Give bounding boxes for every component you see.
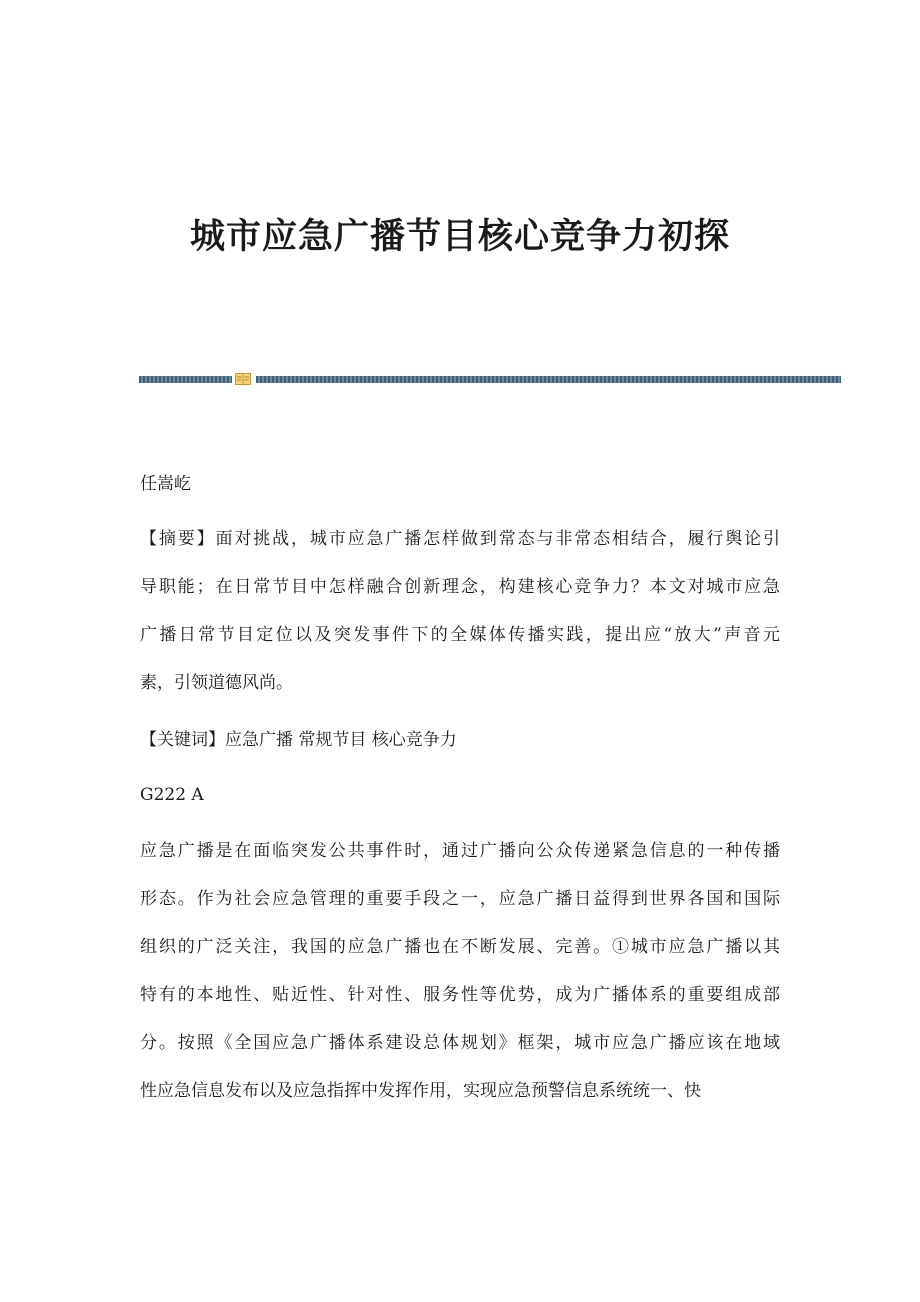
- body-line: 形态。作为社会应急管理的重要手段之一，应急广播日益得到世界各国和国际: [140, 889, 780, 909]
- abstract-line: 导职能；在日常节目中怎样融合创新理念，构建核心竞争力？本文对城市应急: [140, 577, 780, 597]
- body-line: 分。按照《全国应急广播体系建设总体规划》框架，城市应急广播应该在地域: [140, 1033, 780, 1053]
- body-line: 组织的广泛关注，我国的应急广播也在不断发展、完善。①城市应急广播以其: [140, 937, 780, 957]
- author: 任嵩屹: [140, 474, 191, 494]
- abstract-line: 【摘要】面对挑战，城市应急广播怎样做到常态与非常态相结合，履行舆论引: [140, 529, 780, 549]
- book-emblem-icon: [235, 373, 251, 385]
- document-title: 城市应急广播节目核心竞争力初探: [189, 216, 730, 257]
- classification-code: G222 A: [140, 785, 204, 805]
- keywords: 【关键词】应急广播 常规节目 核心竞争力: [140, 730, 457, 750]
- abstract-line: 素，引领道德风尚。: [140, 673, 293, 693]
- body-paragraph: [140, 839, 780, 1127]
- divider-bar-right: [256, 376, 841, 383]
- divider-bar-left: [139, 376, 232, 383]
- abstract-line: 广播日常节目定位以及突发事件下的全媒体传播实践，提出应“放大”声音元: [140, 625, 780, 645]
- body-line: 性应急信息发布以及应急指挥中发挥作用，实现应急预警信息系统统一、快: [140, 1081, 701, 1101]
- body-line: 特有的本地性、贴近性、针对性、服务性等优势，成为广播体系的重要组成部: [140, 985, 780, 1005]
- title-divider: [139, 373, 841, 385]
- body-line: 应急广播是在面临突发公共事件时，通过广播向公众传递紧急信息的一种传播: [140, 841, 780, 861]
- abstract: [140, 527, 780, 719]
